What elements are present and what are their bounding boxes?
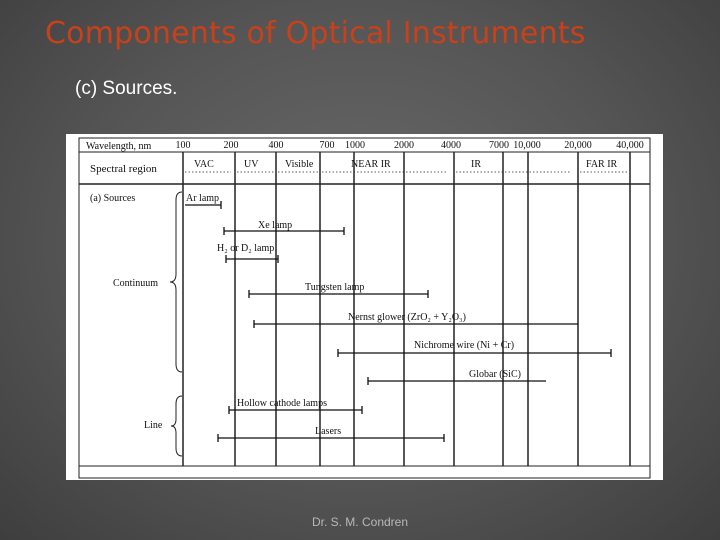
tick-label: 40,000 <box>616 140 644 151</box>
tick-label: 10,000 <box>513 140 541 151</box>
region-near-ir: NEAR IR <box>351 159 391 170</box>
line-label: Line <box>144 420 163 431</box>
spectral-regions <box>194 159 618 170</box>
tick-label: 700 <box>319 140 335 151</box>
line-brace <box>171 396 182 456</box>
slide-subtitle: (c) Sources. <box>75 78 178 99</box>
ar-lamp-label: Ar lamp <box>186 193 220 204</box>
section-label: (a) Sources <box>90 193 136 204</box>
region-far-ir: FAR IR <box>586 159 618 170</box>
xe-lamp-label: Xe lamp <box>258 220 293 231</box>
hollow-cathode-label: Hollow cathode lamps <box>237 398 327 409</box>
region-uv: UV <box>244 159 259 170</box>
tick-label: 400 <box>268 140 284 151</box>
tick-label: 1000 <box>345 140 365 151</box>
wavelength-ticks <box>176 140 644 151</box>
region-ir: IR <box>471 159 481 170</box>
figure-frame <box>79 138 650 478</box>
continuum-brace <box>170 192 182 372</box>
globar-label: Globar (SiC) <box>469 369 521 380</box>
sources-figure <box>66 134 663 480</box>
lasers-label: Lasers <box>315 426 342 437</box>
sources-diagram <box>66 134 663 480</box>
tungsten-lamp-label: Tungsten lamp <box>305 282 365 293</box>
slide-title: Components of Optical Instruments <box>45 16 586 51</box>
slide-footer: Dr. S. M. Condren <box>311 515 409 529</box>
region-vac: VAC <box>194 159 214 170</box>
nernst-glower-label: Nernst glower (ZrO₂ + Y₂O₃) <box>348 312 466 323</box>
region-visible: Visible <box>285 159 314 170</box>
tick-label: 7000 <box>489 140 509 151</box>
tick-label: 2000 <box>394 140 414 151</box>
h2-d2-lamp-label: H₂ or D₂ lamp <box>217 243 275 254</box>
wavelength-label: Wavelength, nm <box>86 141 152 152</box>
tick-label: 20,000 <box>564 140 592 151</box>
tick-label: 100 <box>175 140 191 151</box>
tick-label: 4000 <box>441 140 461 151</box>
wavelength-gridlines <box>183 152 630 466</box>
nichrome-wire-label: Nichrome wire (Ni + Cr) <box>414 340 515 351</box>
spectral-region-label: Spectral region <box>90 163 157 175</box>
continuum-label: Continuum <box>113 278 159 289</box>
tick-label: 200 <box>223 140 239 151</box>
